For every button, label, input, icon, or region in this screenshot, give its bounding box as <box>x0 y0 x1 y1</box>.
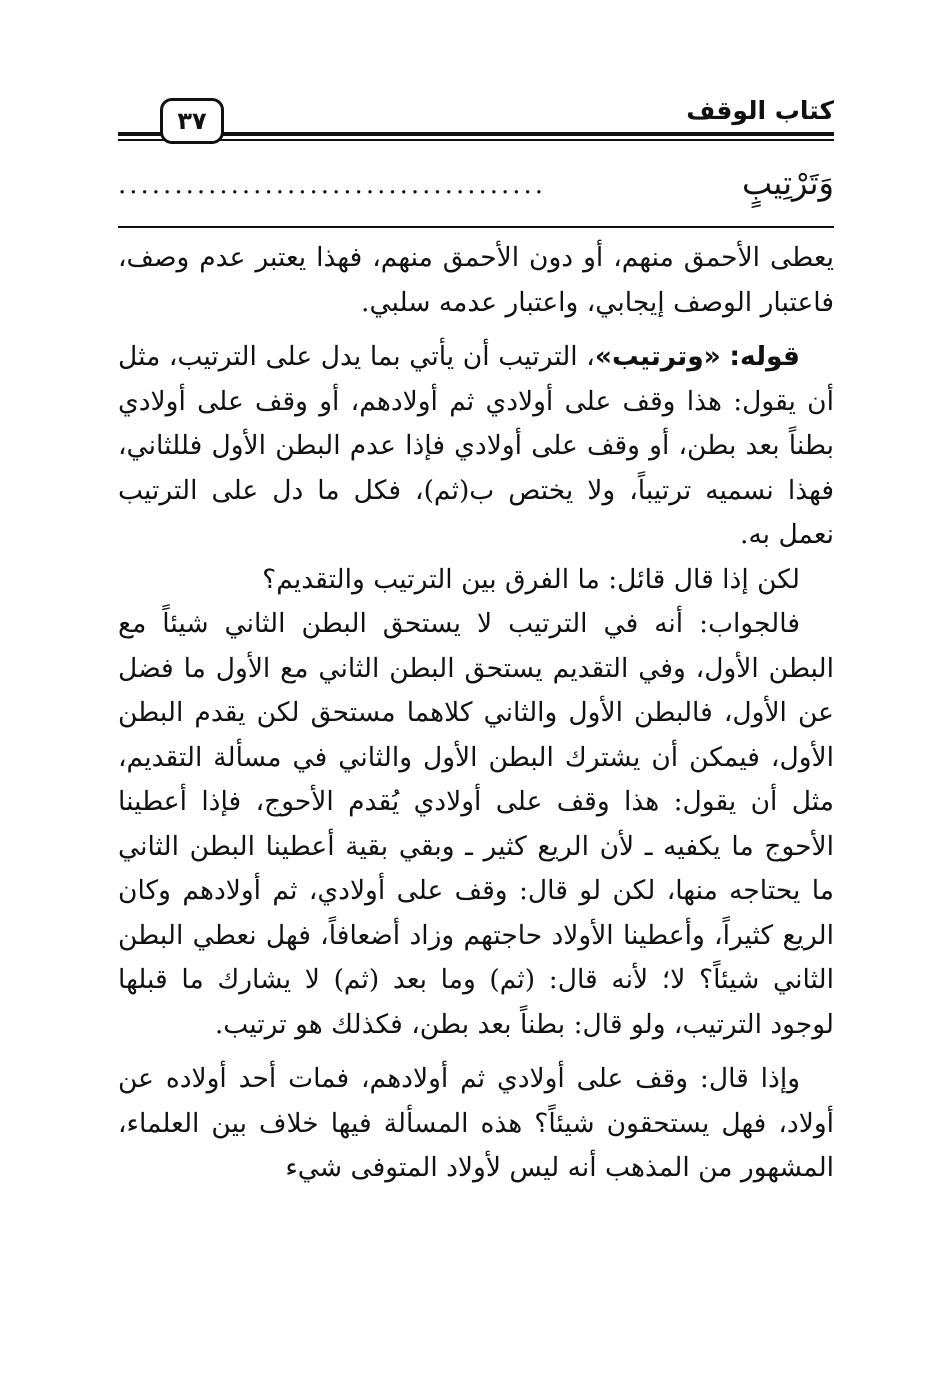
term-dots: ...................................... <box>118 170 547 200</box>
page-number-badge <box>160 98 224 144</box>
page-header <box>118 94 834 150</box>
page-number: ٣٧ <box>177 107 207 135</box>
paragraph-5: وإذا قال: وقف على أولادي ثم أولادهم، فمات أحد أولاده عن أولاد، فهل يستحقون شيئاً؟ هذه المسألة فيها خلاف بين العلماء، المشهور من المذهب أنه ليس لأولاد المتوفى شيء <box>118 1063 834 1183</box>
paragraph-2 <box>118 335 834 558</box>
book-title: كتاب الوقف <box>686 96 834 125</box>
paragraph-3: لكن إذا قال قائل: ما الفرق بين الترتيب والتقديم؟ <box>262 563 800 595</box>
term-word: وَتَرْتِيبٍ <box>742 164 834 202</box>
term-heading <box>118 164 834 214</box>
commentary-label: قوله: <box>729 341 800 372</box>
header-rule-thin <box>118 139 834 141</box>
paragraph-1: يعطى الأحمق منهم، أو دون الأحمق منهم، فهذا يعتبر عدم وصف، فاعتبار الوصف إيجابي، واعتبار عدمه سلبي. <box>118 242 834 318</box>
quoted-term: «وترتيب» <box>594 341 721 372</box>
paragraph-2-text: ، الترتيب أن يأتي بما يدل على الترتيب، مثل أن يقول: هذا وقف على أولادي ثم أولادهم، أو وقف على أولادي بطناً بعد بطن، أو وقف على أولادي فإذا عدم البطن الأول فللثاني، فهذا نسميه ترتيباً، ولا يختص ب(ثم)، فكل ما دل على الترتيب نعمل به. <box>118 341 834 550</box>
body-text <box>118 236 834 1191</box>
paragraph-4: فالجواب: أنه في الترتيب لا يستحق البطن الثاني شيئاً مع البطن الأول، وفي التقديم يستحق البطن الثاني مع الأول ما فضل عن الأول، فالبطن الأول والثاني كلاهما مستحق لكن يقدم البطن الأول، فيمكن أن يشترك البطن الأول والثاني في مسألة التقديم، مثل أن يقول: هذا وقف على أولادي يُقدم الأحوج، فإذا أعطينا الأحوج ما يكفيه ـ لأن الريع كثير ـ وبقي بقية أعطينا البطن الثاني ما يحتاجه منها، لكن لو قال: وقف على أولادي، ثم أولادهم وكان الريع كثيراً، وأعطينا الأولاد حاجتهم وزاد أضعافاً، فهل نعطي البطن الثاني شيئاً؟ لا؛ لأنه قال: (ثم) وما بعد (ثم) لا يشارك ما قبلها لوجود الترتيب، ولو قال: بطناً بعد بطن، فكذلك هو ترتيب. <box>118 608 834 1040</box>
header-rule-thick <box>118 132 834 136</box>
section-divider <box>118 226 834 228</box>
